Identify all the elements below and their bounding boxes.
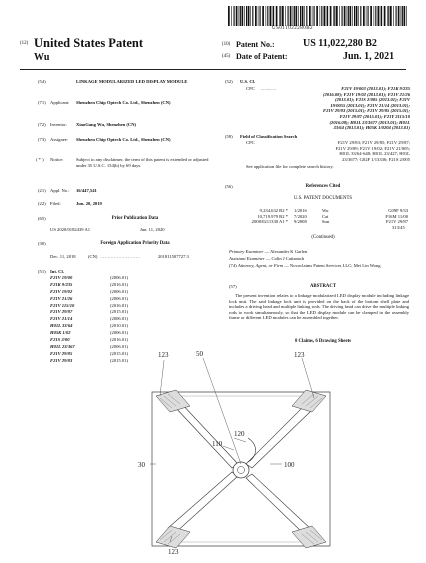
applicant-label: Applicant: [50,100,70,105]
inventor-value: XiaoGang Wu, Shenzhen (CN) [76,122,137,127]
barcode-bar [333,6,334,26]
barcode-bar [406,6,407,26]
barcode-bar [255,6,257,26]
barcode-bar [401,6,402,26]
inventor-label: Inventor: [50,122,67,127]
intcl-row [50,296,170,303]
date-label: Date of Patent: [236,52,288,61]
assignee-label: Assignee: [50,137,69,142]
intcl-row [50,282,170,289]
barcode-bar [272,6,273,26]
barcode-bar [258,6,259,26]
applicant-value: Shenzhen Chip Optech Co. Ltd., Shenzhen (CN) [76,100,171,105]
barcode-bar [306,6,307,26]
intcl-version: (2016.01) [110,337,128,343]
intcl-row [50,316,170,323]
refs-extra-cls: 313/45 [392,225,405,230]
barcode-bar [388,6,389,26]
barcode-bar [348,6,349,26]
intcl-class: H05K 1/02 [50,330,71,336]
filed-value: Jun. 20, 2019 [76,201,102,206]
patent-no-label: Patent No.: [236,40,275,49]
barcode-bar [347,6,348,26]
barcode-bar [324,6,326,26]
barcode-bar [270,6,272,26]
appl-code: (21) [38,188,46,193]
field-line: F21V 29/89; F21V 19/02; F21V 21/005; [335,145,410,151]
barcode-bar [266,6,267,26]
intcl-class: F21V 115/10 [50,302,75,308]
barcode-bar [339,6,340,26]
barcode-bar [402,6,403,26]
cpc-lines [290,86,410,131]
intcl-class: F21V 19/02 [50,288,73,294]
barcode-bar [381,6,382,26]
refs-continued: (Continued) [311,235,335,240]
refs-table [232,208,410,225]
intcl-class: F21V 19/00 [50,275,73,280]
barcode-bar [360,6,361,26]
barcode-bar [236,6,238,26]
barcode-bar [239,6,240,26]
fig-label-50: 50 [196,350,203,358]
barcode-bar [342,6,343,26]
barcode-bar [242,6,244,26]
cpc-line: 33/64 (2013.01); H05K 1/0204 (2013.01) [333,125,410,131]
barcode-bar [290,6,292,26]
cpc-line: 19/0055 (2013.01); F21V 21/14 (2013.01); [330,102,410,108]
intcl-heading: Int. Cl. [50,269,64,274]
barcode-bar [321,6,322,26]
abstract-heading: ABSTRACT [309,284,337,289]
barcode-bar [293,6,294,26]
barcode-bar [262,6,264,26]
attorney-code: (74) [229,263,237,268]
barcode-bar [396,6,397,26]
barcode-bar [276,6,278,26]
reference-num: 10,719,979 B2 * [257,213,288,219]
cpc-line: F21V 29/87 (2015.01); F21Y 2115/10 [339,113,410,119]
inventor-code: (72) [38,122,46,127]
left-code: (12) [20,41,29,46]
notice-label: Notice: [50,157,64,162]
barcode-bar [240,6,241,26]
prior-publication: US 2020/0182439 A1 [50,227,91,232]
claims-summary: 8 Claims, 6 Drawing Sheets [294,339,352,344]
patent-no-code: (10) [222,42,231,47]
fig-label-30: 30 [138,461,145,469]
reference-cls: G09F 9/33 [388,208,408,213]
cpc-line: (2016.08); H01L 23/3677 (2013.01); H01L [329,119,410,125]
barcode-bar [282,6,284,26]
reference-name: Wu [322,208,329,213]
intcl-row [50,309,170,316]
field-code: (58) [225,134,233,139]
intcl-version: (2006.01) [110,288,128,294]
barcode-bar [298,6,299,26]
foreign-heading: Foreign Application Priority Data [100,241,170,246]
foreign-country: (CN) [88,254,98,259]
intcl-row [50,289,170,296]
cpc-line: F21V 29/83 (2015.01); F21V 29/85 (2015.01); [323,108,410,114]
barcode-bar [294,6,295,26]
assistant-examiner: Assistant Examiner — Colin J Cattanach [229,256,305,261]
barcode [228,6,410,26]
barcode-bar [387,6,388,26]
barcode-bar [252,6,253,26]
intcl-version: (2015.01) [110,350,128,356]
barcode-bar [280,6,281,26]
date-of-patent: Jun. 1, 2021 [343,51,395,62]
field-line: 23/3677; G02F 1/13336; F21S 2/005 [342,156,410,162]
intcl-row [50,303,170,310]
abstract-code: (57) [229,284,237,289]
barcode-bar [279,6,280,26]
barcode-bar [378,6,380,26]
reference-date: 7/2020 [294,213,307,219]
barcode-bar [374,6,375,26]
intcl-version: (2006.01) [110,316,128,322]
header-rule [20,69,406,70]
foreign-number: 201811507727.3 [158,254,189,259]
barcode-bar [404,6,406,26]
barcode-bar [312,6,313,26]
barcode-bar [296,6,298,26]
barcode-bar [368,6,369,26]
cpc-dots: ............. [261,86,276,91]
notice-value: Subject to any disclaimer, the term of this patent is extended or adjusted under 35 U.S.C. 154(b) by 69 days. [76,157,209,168]
intcl-class: F21V 21/26 [50,295,73,301]
barcode-bar [302,6,304,26]
reference-cls: F16M 11/00 [385,213,408,219]
notice-code: ( * ) [36,157,44,162]
barcode-bar [334,6,335,26]
cpc-line: (2013.01); F21S 2/005 (2013.01); F21V [334,97,410,103]
primary-examiner-name: Alexander K Garlen [269,249,308,254]
intcl-version: (2015.01) [110,309,128,315]
assignee-value: Shenzhen Chip Optech Co. Ltd., Shenzhen (CN) [76,137,171,142]
intcl-row [50,275,170,282]
date-code: (45) [222,54,231,59]
fig-label-100: 100 [284,461,295,469]
attorney: (74) Attorney, Agent, or Firm — Novoclaims Patent Services LLC; Mei Lin Wong [229,263,381,268]
intcl-class: H01L 23/367 [50,343,75,349]
prior-heading: Prior Publication Data [111,216,159,221]
barcode-bar [330,6,332,26]
barcode-bar [304,6,305,26]
barcode-bar [260,6,261,26]
barcode-bar [350,6,352,26]
reference-row [232,219,410,225]
intcl-class: F21V 29/87 [50,309,73,315]
barcode-bar [244,6,245,26]
fig-label-123-b: 123 [168,548,179,556]
barcode-bar [393,6,394,26]
intcl-code: (51) [38,269,46,274]
barcode-bar [380,6,381,26]
uscl-heading: U.S. Cl. [240,79,256,84]
assistant-examiner-name: Colin J Cattanach [271,256,305,261]
intcl-class: F21V 29/85 [50,350,73,356]
field-lines [260,140,410,162]
filed-code: (22) [38,201,46,206]
abstract-text: The present invention relates to a linkage modularized LED display module including linkage lock unit. The said linkage lock unit is provided on the back of the bottom shell plate and includes a driving head and multiple linking rods. The driving head can drive the multiple linking rods to work simultaneously, so that the LED display module can be clamped in the assembly frame or different LED modules can be assembled together. [229,293,409,321]
drawing-figure [130,346,370,558]
intcl-version: (2006.01) [110,295,128,301]
field-line: H01L 33/64-648; H01L 23/427; H01L [339,151,410,157]
fig-label-110: 110 [212,440,223,448]
primary-examiner: Primary Examiner — Alexander K Garlen [229,249,308,254]
reference-date: 1/2016 [294,208,307,213]
barcode-bar [246,6,247,26]
foreign-code: (30) [38,241,46,246]
appl-label: Appl. No.: [50,188,70,193]
attorney-name: Novoclaims Patent Services LLC; Mei Lin Wong [289,263,381,268]
barcode-bar [273,6,274,26]
reference-cls: F21V 29/87 [386,219,408,225]
cpc-label: CPC [246,86,255,91]
intcl-version: (2006.01) [110,330,128,336]
foreign-date: Dec. 11, 2018 [50,254,76,259]
invention-title: LINKAGE MODULARIZED LED DISPLAY MODULE [76,79,188,84]
barcode-bar [326,6,327,26]
barcode-bars [228,6,410,26]
us-docs-heading: U.S. PATENT DOCUMENTS [293,196,353,201]
attorney-label: Attorney, Agent, or Firm [237,263,284,268]
reference-num: 2008/0211330 A1 * [251,219,288,225]
reference-name: Cai [322,213,329,219]
assistant-examiner-label: Assistant Examiner [229,256,265,261]
reference-date: 9/2008 [294,219,307,225]
prior-code: (65) [38,216,46,221]
patent-type-title: United States Patent [34,36,144,50]
barcode-bar [316,6,318,26]
uscl-code: (52) [225,79,233,84]
barcode-bar [234,6,235,26]
intcl-row [50,337,170,344]
cpc-line: F21V 19/003 (2013.01); F21K 9/235 [341,86,410,91]
intcl-version: (2006.01) [110,343,128,349]
prior-date: Jun. 11, 2020 [140,227,165,232]
barcode-bar [267,6,268,26]
barcode-number: US011022280B2 [272,26,314,31]
barcode-bar [285,6,286,26]
fig-label-123-tr: 123 [294,351,305,359]
barcode-bar [314,6,315,26]
refs-heading: References Cited [305,184,341,189]
driving-head-inner [238,467,245,474]
patent-number: US 11,022,280 B2 [303,38,377,49]
intcl-class: F21K 9/235 [50,281,73,287]
intcl-class: F21V 29/83 [50,357,73,363]
field-line: F21V 29/83; F21V 29/85; F21V 29/87; [337,140,410,145]
intcl-class: F21S 2/00 [50,337,70,343]
cpc-line: (2016.08); F21V 19/02 (2013.01); F21V 21/26 [323,91,410,97]
barcode-bar [366,6,367,26]
barcode-bar [336,6,338,26]
barcode-bar [300,6,301,26]
reference-num: 9,234,632 B2 * [259,208,288,213]
barcode-bar [352,6,353,26]
barcode-bar [248,6,250,26]
intcl-version: (2016.01) [110,281,128,287]
intcl-class: H01L 33/64 [50,323,73,329]
assignee-code: (73) [38,137,46,142]
barcode-bar [288,6,289,26]
barcode-bar [320,6,321,26]
drawing-svg [130,346,370,558]
intcl-version: (2010.01) [110,323,128,329]
barcode-bar [250,6,251,26]
barcode-bar [390,6,392,26]
barcode-bar [398,6,400,26]
barcode-bar [344,6,346,26]
applicant-code: (71) [38,100,46,105]
barcode-bar [370,6,372,26]
appl-value: 16/447,541 [76,188,97,193]
intcl-version: (2006.01) [110,275,128,280]
primary-examiner-label: Primary Examiner [229,249,264,254]
title-code: (54) [38,79,46,84]
barcode-bar [228,6,230,26]
barcode-bar [363,6,365,26]
barcode-bar [356,6,358,26]
barcode-bar [327,6,328,26]
field-note: See application file for complete search history. [246,164,334,169]
inventor-surname-header: Wu [34,52,50,63]
fig-label-120: 120 [234,430,245,438]
refs-code: (56) [225,184,233,189]
barcode-bar [309,6,311,26]
barcode-bar [358,6,359,26]
fig-label-123-tl: 123 [158,351,169,359]
intcl-class: F21V 21/14 [50,316,73,322]
intcl-row [50,330,170,337]
intcl-version: (2016.01) [110,302,128,308]
filed-label: Filed: [50,201,61,206]
barcode-bar [375,6,376,26]
barcode-bar [384,6,386,26]
barcode-bar [354,6,355,26]
field-cpc-label: CPC [246,140,255,145]
intcl-version: (2015.01) [110,357,128,363]
barcode-bar [231,6,232,26]
foreign-dots: .......................... [100,254,141,259]
field-heading: Field of Classification Search [240,134,298,139]
intcl-row [50,323,170,330]
reference-name: Sun [322,219,330,225]
